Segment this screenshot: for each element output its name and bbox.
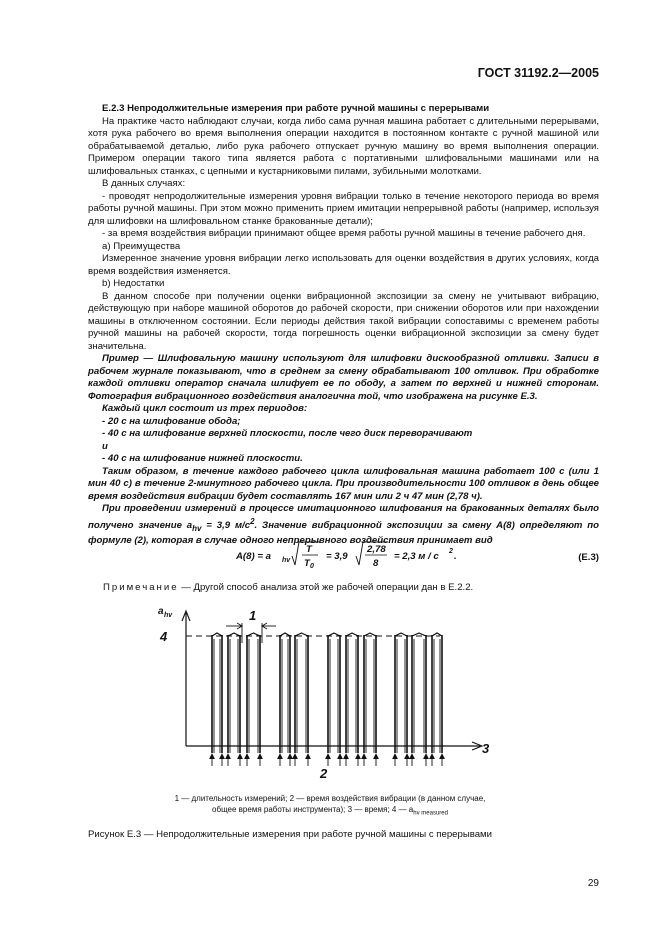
note	[103, 582, 473, 593]
formula-lhs: A(8) = a	[236, 551, 271, 562]
formula-svg	[236, 538, 516, 574]
page-number: 29	[587, 878, 599, 889]
burst-top	[228, 633, 240, 636]
note-label: Примечание	[103, 582, 179, 593]
arrow-up-icon	[410, 754, 415, 759]
text-run: общее время работы инструмента); 3 — время; 4 — a	[212, 805, 414, 814]
arrow-up-icon	[226, 754, 231, 759]
section-title: Е.2.3 Непродолжительные измерения при работе ручной машины с перерывами	[102, 103, 490, 114]
arrow-up-icon	[405, 754, 410, 759]
arrow-up-icon	[356, 754, 361, 759]
example-text: Шлифовальную машину используют для шлифовки дискообразной отливки. Записи в рабочем журнале показывают, что в среднем за смену обрабатывают 100 отливок. При обработке каждой отливки оператор сначала шлифует ее по ободу, а затем по верхней и нижней сторонам. Фотография вибрационного воздействия аналогична той, что изображена на рисунке Е.3.	[88, 353, 599, 402]
vibration-bursts	[212, 633, 442, 753]
figure-svg	[150, 603, 500, 788]
frac2-num: 2,78	[367, 544, 386, 555]
label-4: 4	[160, 629, 168, 644]
arrow-up-icon	[278, 754, 283, 759]
paragraph: - за время воздействия вибрации принимают общее время работы ручной машины в течение рабочего дня.	[102, 228, 586, 239]
subscript: hv	[192, 523, 202, 533]
paragraph: На практике часто наблюдают случаи, когда либо сама ручная машина работает с длительными перерывами, хотя рука рабочего во время выполнения операции находится в постоянном контакте с ручной машиной или обрабатываемой деталью, либо рука рабочего отпускает ручную машину во время выполнения операции. Примером операции такого типа является работа с портативными шлифовальными машинами или на шлифовальных станках, с цепными и кустарниковыми пилами, зубильными молотками.	[88, 115, 599, 177]
caption-line: 1 — длительность измерений; 2 — время воздействия вибрации (в данном случае,	[174, 794, 486, 803]
arrow-up-icon	[245, 754, 250, 759]
burst-top	[328, 633, 340, 636]
arrow-up-icon	[440, 754, 445, 759]
paragraph: В данных случаях:	[102, 178, 186, 189]
arrow-up-icon	[430, 754, 435, 759]
paragraph: а) Преимущества	[102, 240, 181, 252]
formula-mid: = 3,9	[326, 551, 348, 562]
arrow-up-icon	[338, 754, 343, 759]
example-paragraph: - 40 с на шлифование нижней плоскости.	[102, 453, 303, 464]
burst-top	[247, 633, 260, 636]
note-text: — Другой способ анализа этой же рабочей операции дан в Е.2.2.	[178, 582, 474, 593]
frac1-den-sub: 0	[310, 563, 314, 570]
example-paragraph: Каждый цикл состоит из трех периодов:	[102, 403, 308, 414]
body-text	[88, 103, 599, 548]
formula-e3	[236, 538, 606, 574]
formula-rhs-sup: 2	[449, 548, 453, 555]
example-paragraph: - 40 с на шлифование верхней плоскости, после чего диск переворачивают	[102, 428, 473, 439]
formula-rhs: = 2,3 м / с	[394, 551, 439, 562]
superscript: 2	[250, 516, 255, 526]
frac2-den: 8	[373, 558, 379, 569]
subscript: hv measured	[413, 810, 448, 817]
formula-number: (Е.3)	[578, 552, 599, 563]
label-1: 1	[249, 608, 257, 623]
label-2: 2	[320, 766, 328, 781]
arrow-up-icon	[362, 754, 367, 759]
arrow-up-icon	[220, 754, 225, 759]
arrow-up-icon	[393, 754, 398, 759]
paragraph: - проводят непродолжительные измерения уровня вибрации только в течение некоторого периода во время работы ручной машины. При этом можно применить прием имитации непрерывной работы (например, используя для шлифовки на шлифовальном станке бракованные детали);	[88, 190, 599, 227]
arrow-up-icon	[326, 754, 331, 759]
label-3: 3	[482, 741, 490, 756]
figure-caption	[100, 793, 560, 820]
text-run: При проведении измерений в процессе имитационного шлифования на бракованных деталях было получено значение a	[88, 503, 599, 531]
example-paragraph: - 20 с на шлифование обода;	[102, 415, 241, 427]
frac1-num: T	[306, 544, 312, 555]
arrow-up-icon	[306, 754, 311, 759]
burst-top	[280, 633, 290, 636]
example-paragraph: Таким образом, в течение каждого рабочего цикла шлифовальная машина работает 100 с (или 1 мин 40 с) в течение 2-минутного рабочего цикла. При производительности 100 отливок в день общее время воздействия вибрации будет составлять 167 мин или 2 ч 47 мин (2,78 ч).	[88, 465, 599, 502]
arrow-up-icon	[258, 754, 263, 759]
arrow-up-icon	[288, 754, 293, 759]
example-paragraph: и	[102, 440, 108, 452]
arrow-up-icon	[374, 754, 379, 759]
arrow-up-icon	[424, 754, 429, 759]
arrow-up-icon	[210, 754, 215, 759]
arrow-up-icon	[344, 754, 349, 759]
figure-title: Рисунок Е.3 — Непродолжительные измерения при работе ручной машины с перерывами	[88, 829, 492, 840]
text-run: . Значение вибрационной экспозиции за смену A(8) определяют по формуле (2), которая в случае одного непрерывного воздействия принимает вид	[88, 519, 599, 547]
example-paragraph	[88, 353, 599, 403]
formula-lhs-sub: hv	[282, 557, 291, 564]
paragraph: Измеренное значение уровня вибрации легко использовать для оценки воздействия в других условиях, когда время воздействия изменяется.	[88, 253, 599, 277]
arrow-up-icon	[293, 754, 298, 759]
frac1-den: T	[304, 558, 310, 569]
y-axis-label: a	[158, 606, 164, 617]
paragraph: В данном способе при получении оценки вибрационной экспозиции за смену не учитывают вибрацию, действующую при наборе машиной оборотов до рабочей скорости, при снижении оборотов или при нахождении машины в отключенном состоянии. Если периоды действия такой вибрации сопоставимы с временем работы ручной машины на рабочей скорости, тогда погрешность оценки вибрационной экспозиции за смену будет значительна.	[88, 290, 599, 352]
arrow-up-icon	[238, 754, 243, 759]
y-axis-label-sub: hv	[164, 612, 173, 619]
caption-line	[100, 804, 560, 820]
figure-e3	[150, 603, 500, 788]
paragraph: b) Недостатки	[102, 278, 165, 289]
document-header: ГОСТ 31192.2—2005	[477, 66, 599, 80]
text-run: = 3,9 м/с	[201, 519, 251, 531]
formula-rhs-end: .	[454, 551, 457, 562]
example-label: Пример —	[102, 353, 154, 364]
time-markers	[210, 754, 445, 766]
